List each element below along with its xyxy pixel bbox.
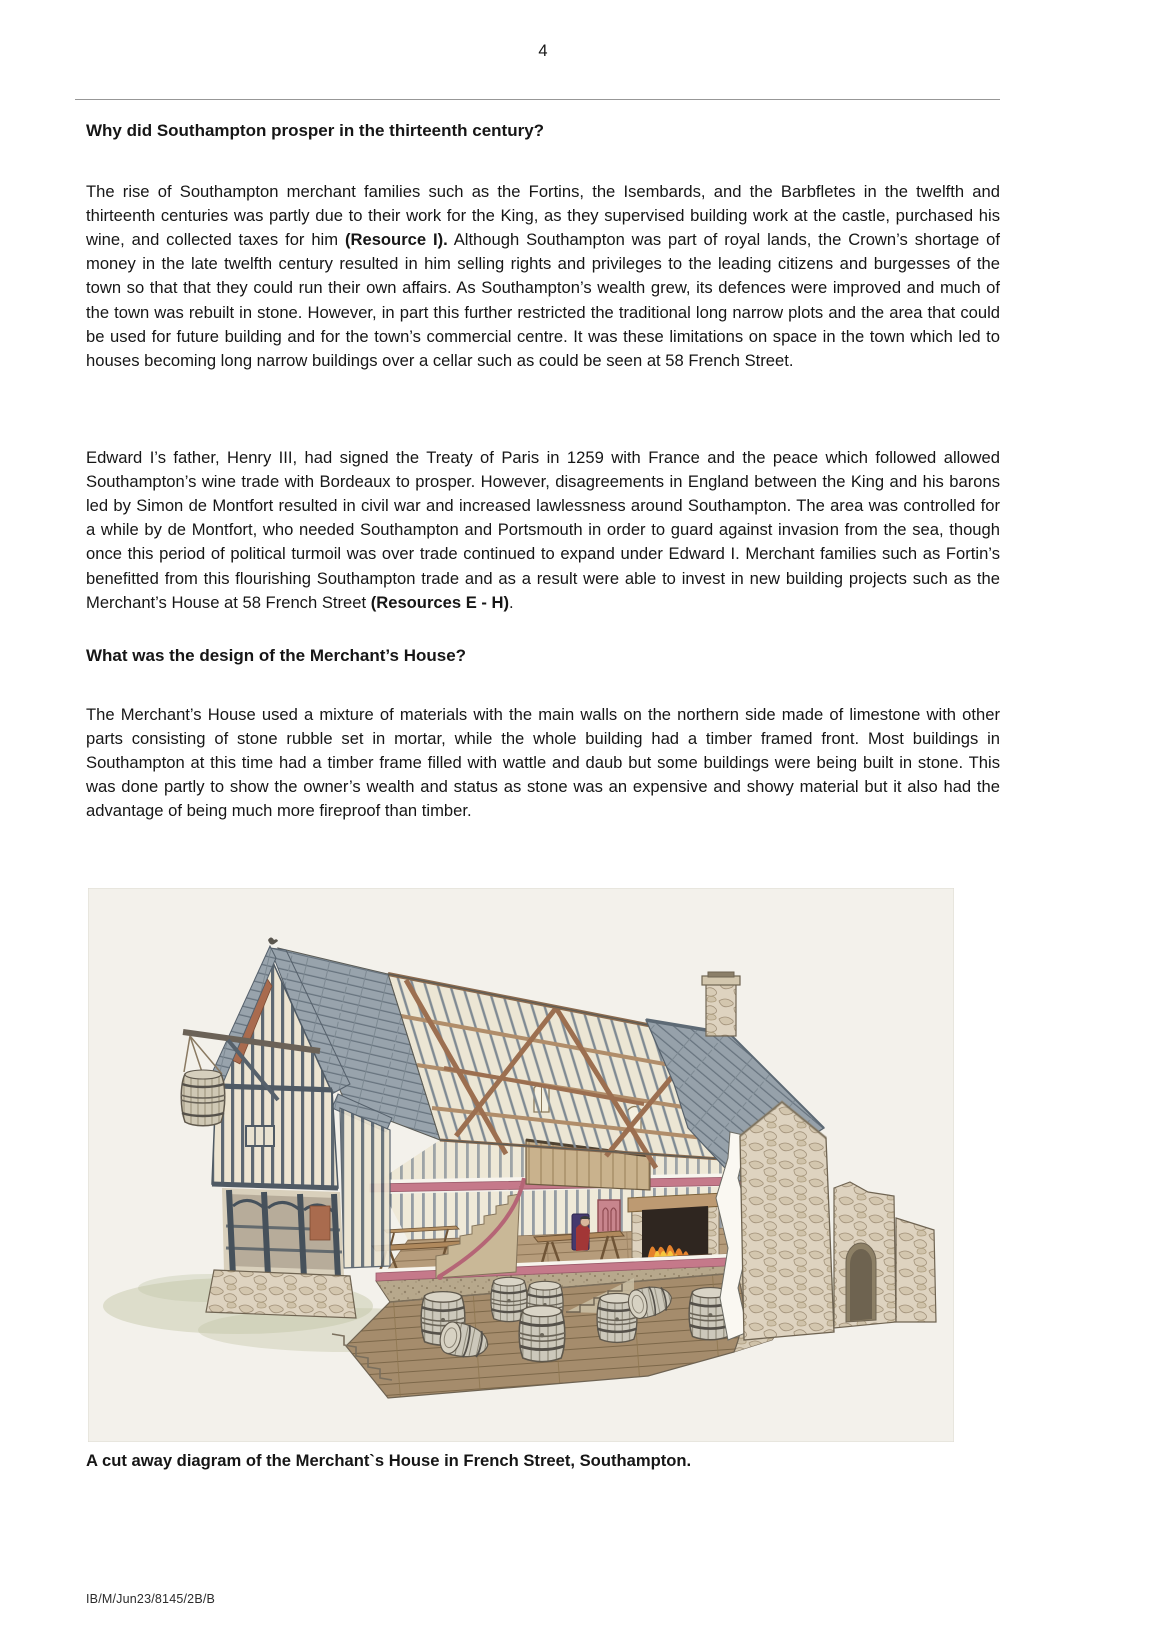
paragraph-prosper-1 — [86, 180, 1000, 374]
paragraph-prosper-2 — [86, 446, 1000, 615]
front-window — [246, 1126, 274, 1146]
fireplace — [628, 1193, 724, 1261]
stone-plinth — [206, 1270, 356, 1318]
paragraph-text: . — [509, 592, 514, 612]
chimney — [702, 972, 740, 1036]
resource-ref-e-h: (Resources E - H) — [370, 592, 510, 612]
paragraph-text: Although Southampton was part of royal lands, the Crown’s shortage of money in the late twelfth century resulted in him selling rights and privileges to the leading citizens and burgesses of the town so that that they could run their own affairs. As Southampton’s wealth grew, its defences were improved and much of the town was rebuilt in stone. However, in part this further restricted the traditional long narrow plots and the area that could be used for future building and for the town’s commercial centre. It was these limitations on space in the town which led to houses becoming long narrow buildings over a cellar such as could be seen at 58 French Street. — [86, 230, 1000, 371]
paragraph-design: The Merchant’s House used a mixture of materials with the main walls on the northern side made of limestone with other parts consisting of stone rubble set in mortar, while the whole building had a timber framed front. Most buildings in Southampton at this time had a timber frame filled with wattle and daub but some buildings were being built in stone. This was done partly to show the owner’s wealth and status as stone was an expensive and showy material but it also had the advantage of being much more fireproof than timber. — [86, 704, 1000, 821]
page-number: 4 — [538, 42, 548, 60]
resource-ref-i: (Resource I). — [344, 230, 448, 249]
paper-reference-footer: IB/M/Jun23/8145/2B/B — [86, 1592, 216, 1606]
merchant-figure-in-chair — [572, 1214, 590, 1251]
merchants-house-illustration — [88, 888, 954, 1442]
heading-design: What was the design of the Merchant’s House? — [86, 646, 467, 665]
paragraph-text: The rise of Southampton merchant families such as the Fortins, the Isembards, and the Barbfletes in the twelfth and thirteenth centuries was partly due to their work for the King, as they supervised building work at the castle, purchased his wine, and collected taxes for him — [86, 181, 1000, 249]
paragraph-text: Edward I’s father, Henry III, had signed the Treaty of Paris in 1259 with France and the peace which followed allowed Southampton’s wine trade with Bordeaux to prosper. However, disagreements in England between the King and his barons led by Simon de Montfort resulted in civil war and increased lawlessness around Southampton. The area was controlled for a while by de Montfort, who needed Southampton and Portsmouth in order to guard against invasion from the sea, though once this period of political turmoil was over trade continued to expand under Edward I. Merchant families such as Fortin’s benefitted from this flourishing Southampton trade and as a result were able to invest in new building projects such as the Merchant’s House at 58 French Street — [86, 447, 1000, 612]
cutaway-house-drawing — [88, 888, 954, 1442]
gothic-door — [598, 1200, 620, 1234]
heading-prosper: Why did Southampton prosper in the thirteenth century? — [86, 121, 545, 140]
stone-gable-end — [716, 1102, 834, 1340]
illustration-caption: A cut away diagram of the Merchant`s House in French Street, Southampton. — [86, 1451, 692, 1470]
header-rule — [75, 99, 1000, 100]
